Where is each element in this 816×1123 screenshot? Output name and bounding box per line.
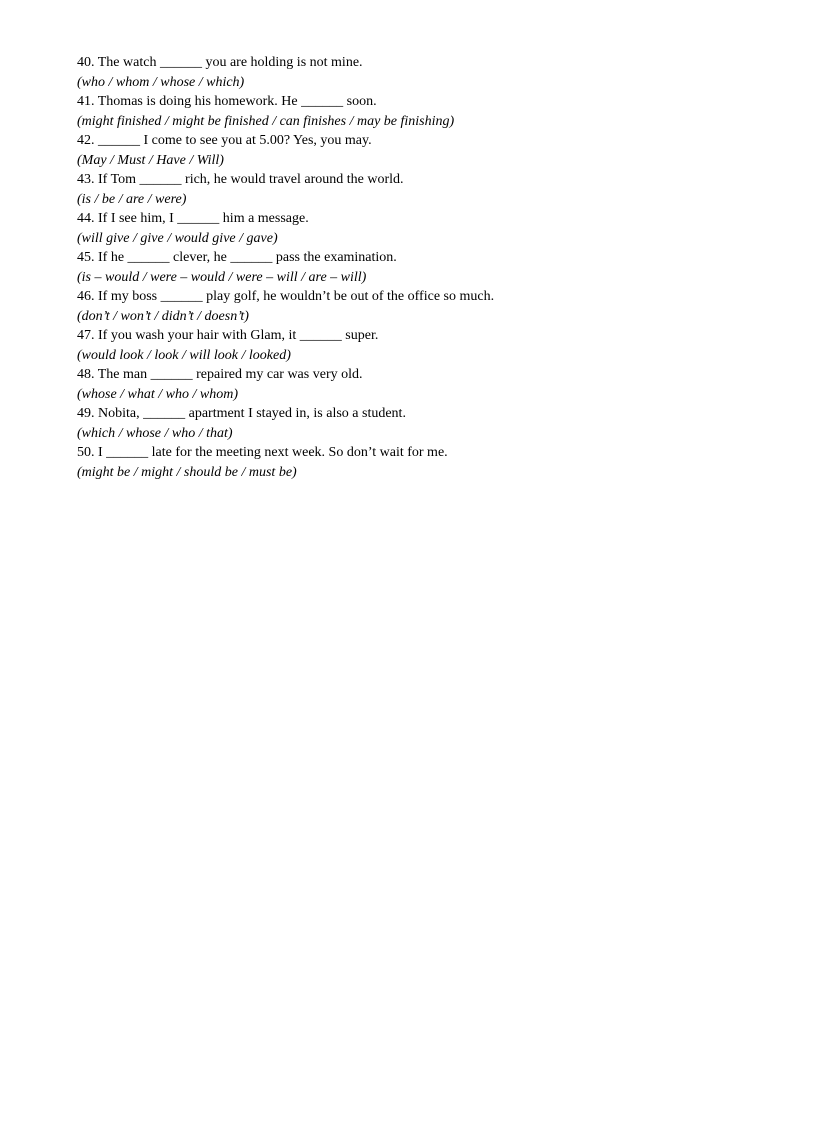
question-text: 42. ______ I come to see you at 5.00? Yes, you may. [77,133,372,148]
answer-options: (is – would / were – would / were – will / are – will) [77,269,367,285]
question-text: 49. Nobita, ______ apartment I stayed in, is also a student. [77,406,406,421]
question-text: 44. If I see him, I ______ him a message. [77,211,309,226]
question-text: 47. If you wash your hair with Glam, it ______ super. [77,328,379,343]
answer-options: (would look / look / will look / looked) [77,347,291,363]
question-text: 50. I ______ late for the meeting next week. So don’t wait for me. [77,445,448,460]
answer-options: (May / Must / Have / Will) [77,152,224,168]
question-item [77,131,777,170]
answer-options: (will give / give / would give / gave) [77,230,278,246]
question-item [77,53,777,92]
question-text: 45. If he ______ clever, he ______ pass the examination. [77,250,397,265]
question-item [77,248,777,287]
question-item [77,365,777,404]
question-text: 48. The man ______ repaired my car was very old. [77,367,363,382]
question-text: 43. If Tom ______ rich, he would travel around the world. [77,172,404,187]
answer-options: (which / whose / who / that) [77,425,233,441]
answer-options: (is / be / are / were) [77,191,187,207]
question-item [77,170,777,209]
question-item [77,287,777,326]
question-text: 46. If my boss ______ play golf, he wouldn’t be out of the office so much. [77,289,495,304]
exercise-page [77,53,777,482]
answer-options: (don’t / won’t / didn’t / doesn’t) [77,308,249,324]
question-item [77,92,777,131]
answer-options: (whose / what / who / whom) [77,386,239,402]
question-item [77,326,777,365]
question-text: 40. The watch ______ you are holding is not mine. [77,55,363,70]
answer-options: (who / whom / whose / which) [77,74,245,90]
answer-options: (might be / might / should be / must be) [77,464,297,480]
question-item [77,209,777,248]
answer-options: (might finished / might be finished / can finishes / may be finishing) [77,113,455,129]
question-item [77,404,777,443]
question-text: 41. Thomas is doing his homework. He ______ soon. [77,94,377,109]
question-item [77,443,777,482]
